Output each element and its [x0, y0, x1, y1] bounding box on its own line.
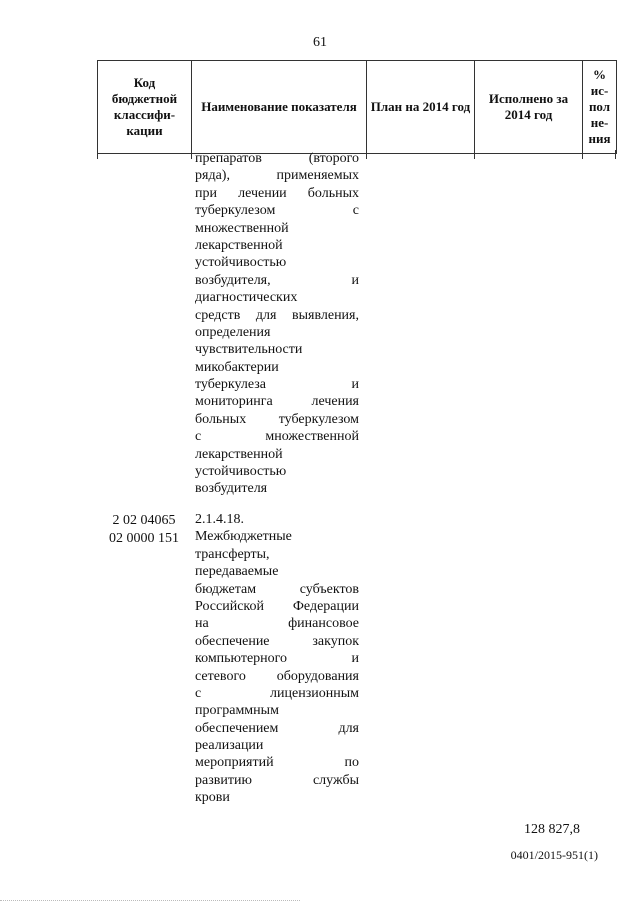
text-line: чувствительности	[195, 342, 303, 358]
row2-budget-code	[97, 512, 191, 548]
text-line: туберкулеза и	[195, 377, 359, 393]
text-line: на финансовое	[195, 616, 359, 632]
text-line: с множественной	[195, 429, 359, 445]
text-line: сетевого оборудования	[195, 668, 359, 684]
text-line: устойчивостью	[195, 464, 287, 480]
table-header	[97, 60, 617, 154]
text-line: мероприятий по	[195, 755, 359, 771]
column-divider	[191, 150, 192, 159]
column-divider	[97, 150, 98, 159]
column-divider	[474, 150, 475, 159]
text-line: обеспечение закупок	[195, 633, 359, 649]
text-line: больных туберкулезом	[195, 411, 359, 427]
text-line: бюджетам субъектов	[195, 581, 359, 597]
text-line: туберкулезом с	[195, 203, 359, 219]
text-line: множественной	[195, 220, 289, 236]
text-line: устойчивостью	[195, 255, 287, 271]
header-execution-percent: % ис-пол не-ния	[583, 61, 617, 154]
page-number: 61	[313, 35, 327, 50]
budget-code-line: 2 02 04065	[112, 513, 176, 528]
text-line: микобактерии	[195, 359, 279, 375]
text-line: обеспечением для	[195, 720, 359, 736]
text-line: возбудителя	[195, 481, 268, 497]
text-line: реализации	[195, 738, 264, 754]
text-line: трансферты,	[195, 546, 270, 562]
text-line: препаратов (второго	[195, 151, 359, 166]
scan-edge	[0, 900, 300, 902]
text-line: при лечении больных	[195, 185, 359, 201]
row2-executed-amount: 128 827,8	[524, 822, 580, 837]
text-line: с лицензионным	[195, 685, 359, 701]
text-line: развитию службы	[195, 772, 359, 788]
row2-indicator-name	[195, 511, 359, 807]
text-line: программным	[195, 703, 279, 719]
text-line: 2.1.4.18.	[195, 512, 244, 527]
row1-indicator-name	[195, 150, 359, 498]
column-divider	[615, 150, 616, 159]
text-line: возбудителя, и	[195, 272, 359, 288]
header-budget-code: Код бюджетной классифи-кации	[98, 61, 192, 154]
text-line: Российской Федерации	[195, 598, 359, 614]
text-line: передаваемые	[195, 564, 279, 580]
header-plan-2014: План на 2014 год	[367, 61, 475, 154]
budget-code-line: 02 0000 151	[109, 531, 179, 546]
column-divider	[366, 150, 367, 159]
column-divider	[582, 150, 583, 159]
text-line: компьютерного и	[195, 651, 359, 667]
text-line: ряда), применяемых	[195, 168, 359, 184]
text-line: средств для выявления,	[195, 307, 359, 323]
text-line: крови	[195, 790, 230, 806]
text-line: диагностических	[195, 290, 298, 306]
text-line: определения	[195, 324, 271, 340]
text-line: лекарственной	[195, 237, 283, 253]
text-line: лекарственной	[195, 446, 283, 462]
text-line: мониторинга лечения	[195, 394, 359, 410]
header-executed-2014: Исполнено за 2014 год	[475, 61, 583, 154]
header-indicator-name: Наименование показателя	[192, 61, 367, 154]
text-line: Межбюджетные	[195, 529, 292, 545]
document-id: 0401/2015-951(1)	[510, 848, 598, 862]
